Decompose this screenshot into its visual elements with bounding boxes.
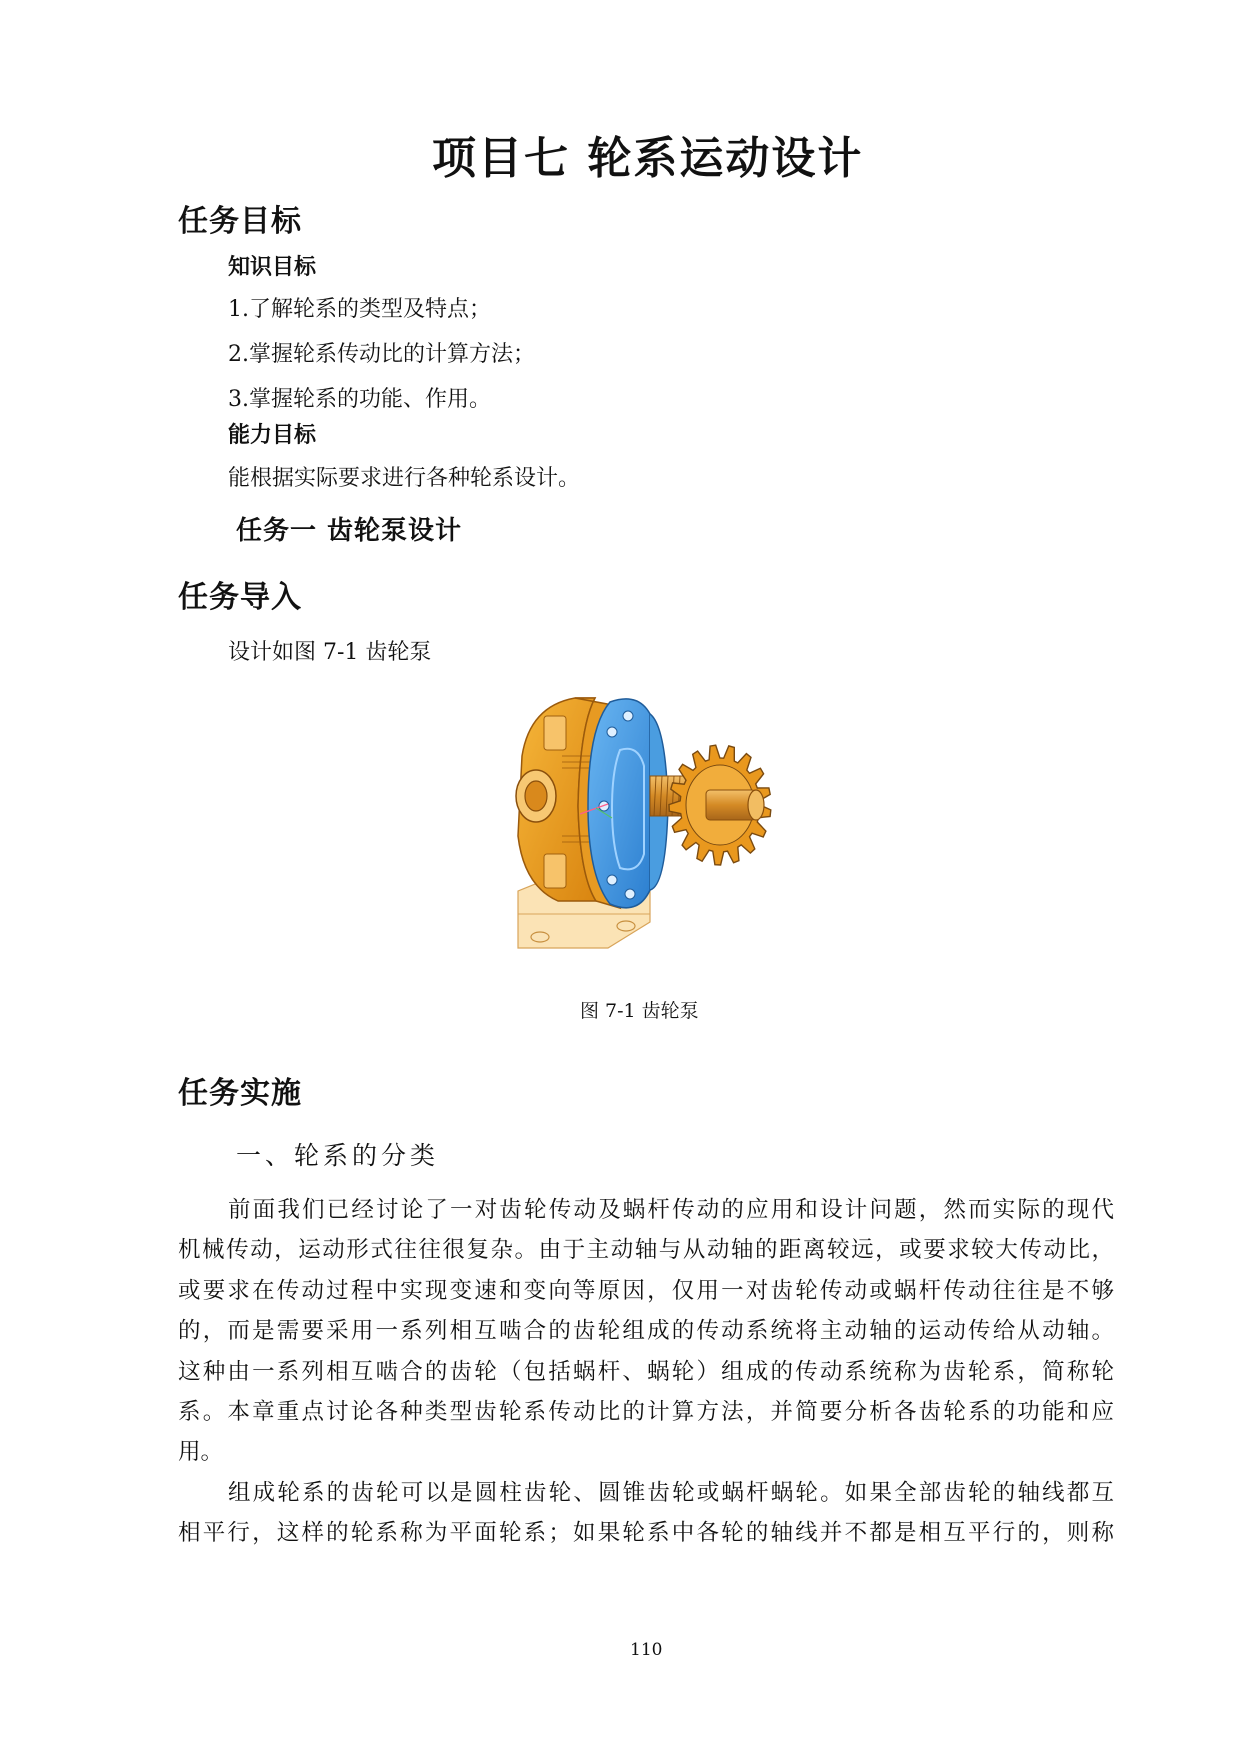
paragraph-1 — [178, 1190, 1114, 1473]
paragraph-line: 组成轮系的齿轮可以是圆柱齿轮、圆锥齿轮或蜗杆蜗轮。如果全部齿轮的轴线都互 — [228, 1480, 1114, 1506]
paragraph-line: 系。本章重点讨论各种类型齿轮系传动比的计算方法，并简要分析各齿轮系的功能和应 — [178, 1398, 1114, 1425]
objectives-heading: 任务目标 — [178, 204, 302, 239]
knowledge-item: 2.掌握轮系传动比的计算方法； — [228, 342, 535, 367]
page-number: 110 — [630, 1640, 663, 1660]
paragraph-line: 这种由一系列相互啮合的齿轮（包括蜗杆、蜗轮）组成的传动系统称为齿轮系，简称轮 — [178, 1358, 1114, 1385]
implementation-heading: 任务实施 — [178, 1076, 302, 1111]
intro-heading: 任务导入 — [178, 580, 302, 615]
paragraph-line: 或要求在传动过程中实现变速和变向等原因，仅用一对齿轮传动或蜗杆传动往往是不够 — [178, 1277, 1114, 1304]
paragraph-line: 用。 — [178, 1439, 224, 1466]
paragraph-line: 机械传动，运动形式往往很复杂。由于主动轴与从动轴的距离较远，或要求较大传动比， — [178, 1237, 1114, 1264]
page-title: 项目七 轮系运动设计 — [432, 133, 864, 184]
section-heading: 一、轮系的分类 — [236, 1141, 440, 1170]
ability-objective-text: 能根据实际要求进行各种轮系设计。 — [228, 466, 581, 491]
gear-pump-figure — [500, 686, 800, 966]
intro-text: 设计如图 7-1 齿轮泵 — [228, 640, 432, 665]
knowledge-item: 1.了解轮系的类型及特点； — [228, 297, 491, 322]
ability-objectives-heading: 能力目标 — [228, 423, 317, 448]
paragraph-2 — [178, 1473, 1114, 1554]
knowledge-objectives-heading: 知识目标 — [228, 255, 317, 280]
task1-heading: 任务一 齿轮泵设计 — [236, 516, 463, 546]
figure-caption: 图 7-1 齿轮泵 — [580, 1000, 699, 1022]
paragraph-line: 前面我们已经讨论了一对齿轮传动及蜗杆传动的应用和设计问题，然而实际的现代 — [228, 1197, 1114, 1223]
knowledge-item: 3.掌握轮系的功能、作用。 — [228, 387, 491, 412]
shaft-end — [706, 790, 764, 820]
paragraph-line: 相平行，这样的轮系称为平面轮系；如果轮系中各轮的轴线并不都是相互平行的，则称 — [178, 1520, 1114, 1547]
paragraph-line: 的，而是需要采用一系列相互啮合的齿轮组成的传动系统将主动轴的运动传给从动轴。 — [178, 1318, 1114, 1345]
